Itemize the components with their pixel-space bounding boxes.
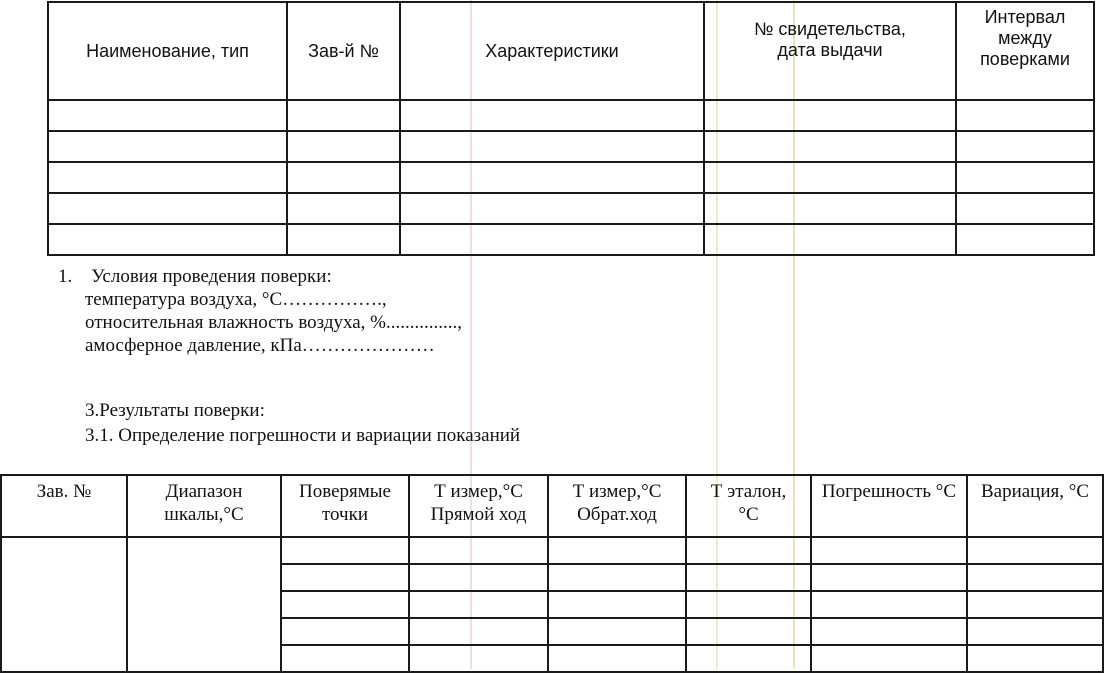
table-row <box>48 224 1094 255</box>
conditions-section <box>58 265 462 357</box>
table-cell[interactable] <box>409 591 548 618</box>
table-cell[interactable] <box>281 564 409 591</box>
table-cell[interactable] <box>811 591 967 618</box>
results-section <box>85 399 520 447</box>
equipment-table <box>47 1 1095 256</box>
results-table <box>0 474 1104 673</box>
header-certificate <box>704 2 956 100</box>
table-cell[interactable] <box>548 564 686 591</box>
table-cell[interactable] <box>956 193 1094 224</box>
table-cell[interactable] <box>704 224 956 255</box>
table-cell[interactable] <box>409 645 548 672</box>
header-variation-text: Вариация, °С <box>980 481 1090 502</box>
header-serial: Зав. № <box>1 475 127 537</box>
table-cell[interactable] <box>281 618 409 645</box>
table-cell[interactable] <box>48 193 287 224</box>
table-cell[interactable] <box>281 537 409 564</box>
header-points <box>281 475 409 537</box>
condition-pressure: амосферное давление, кПа………………… <box>85 335 435 356</box>
table-cell[interactable] <box>548 537 686 564</box>
table-cell[interactable] <box>400 131 704 162</box>
table-cell[interactable] <box>967 591 1103 618</box>
header-interval <box>956 2 1094 100</box>
conditions-heading: 1. Условия проведения поверки: <box>58 266 332 287</box>
table-cell[interactable] <box>48 100 287 131</box>
table-cell[interactable] <box>956 224 1094 255</box>
header-variation <box>967 475 1103 537</box>
table-row <box>48 131 1094 162</box>
table-cell[interactable] <box>548 591 686 618</box>
table-cell[interactable] <box>287 224 400 255</box>
table-cell[interactable] <box>686 537 811 564</box>
equipment-table-header <box>48 2 1094 100</box>
table-row <box>1 537 1103 564</box>
results-subheading: 3.1. Определение погрешности и вариации показаний <box>85 425 521 446</box>
table-cell[interactable] <box>956 131 1094 162</box>
table-cell[interactable] <box>48 162 287 193</box>
table-cell[interactable] <box>686 591 811 618</box>
header-error <box>811 475 967 537</box>
table-cell[interactable] <box>811 618 967 645</box>
header-certificate-text: № свидетельства, дата выдачи <box>754 19 906 60</box>
table-cell[interactable] <box>400 162 704 193</box>
table-cell[interactable] <box>967 645 1103 672</box>
table-cell[interactable] <box>686 564 811 591</box>
table-cell[interactable] <box>686 618 811 645</box>
header-serial-number: Зав-й № <box>287 2 400 100</box>
table-cell[interactable] <box>956 100 1094 131</box>
header-reference <box>686 475 811 537</box>
table-cell[interactable] <box>281 591 409 618</box>
table-cell[interactable] <box>287 100 400 131</box>
table-cell[interactable] <box>400 193 704 224</box>
table-cell[interactable] <box>704 193 956 224</box>
table-cell[interactable] <box>548 645 686 672</box>
table-cell[interactable] <box>409 537 548 564</box>
table-cell[interactable] <box>287 162 400 193</box>
condition-humidity: относительная влажность воздуха, %..............., <box>85 312 463 333</box>
header-characteristics: Характеристики <box>400 2 704 100</box>
header-range <box>127 475 281 537</box>
table-cell[interactable] <box>956 162 1094 193</box>
header-range-text: Диапазон шкалы,°С <box>164 481 244 525</box>
condition-temperature: температура воздуха, °С……………., <box>85 289 387 310</box>
table-cell[interactable] <box>704 100 956 131</box>
table-cell[interactable] <box>409 564 548 591</box>
table-cell[interactable] <box>686 645 811 672</box>
table-cell[interactable] <box>400 100 704 131</box>
table-cell[interactable] <box>811 564 967 591</box>
table-cell[interactable] <box>704 131 956 162</box>
table-cell[interactable] <box>704 162 956 193</box>
table-cell[interactable] <box>400 224 704 255</box>
table-cell[interactable] <box>811 645 967 672</box>
table-cell[interactable] <box>287 131 400 162</box>
header-error-text: Погрешность °С <box>821 481 957 502</box>
table-cell[interactable] <box>287 193 400 224</box>
table-cell[interactable] <box>967 618 1103 645</box>
header-interval-text: Интервал между поверками <box>980 7 1070 69</box>
header-points-text: Поверямые точки <box>299 481 391 525</box>
serial-cell[interactable] <box>1 537 127 672</box>
header-reverse <box>548 475 686 537</box>
table-cell[interactable] <box>409 618 548 645</box>
table-cell[interactable] <box>811 537 967 564</box>
header-forward <box>409 475 548 537</box>
header-reverse-text: Т измер,°С Обрат.ход <box>572 481 662 525</box>
table-cell[interactable] <box>548 618 686 645</box>
table-cell[interactable] <box>48 131 287 162</box>
header-name-type: Наименование, тип <box>48 2 287 100</box>
results-heading: 3.Результаты поверки: <box>85 400 265 421</box>
results-table-header <box>1 475 1103 537</box>
table-cell[interactable] <box>48 224 287 255</box>
table-row <box>48 162 1094 193</box>
header-forward-text: Т измер,°С Прямой ход <box>430 481 527 525</box>
table-cell[interactable] <box>967 564 1103 591</box>
table-row <box>48 193 1094 224</box>
range-cell[interactable] <box>127 537 281 672</box>
table-cell[interactable] <box>281 645 409 672</box>
table-cell[interactable] <box>967 537 1103 564</box>
table-row <box>48 100 1094 131</box>
header-reference-text: Т эталон, °С <box>710 481 787 525</box>
